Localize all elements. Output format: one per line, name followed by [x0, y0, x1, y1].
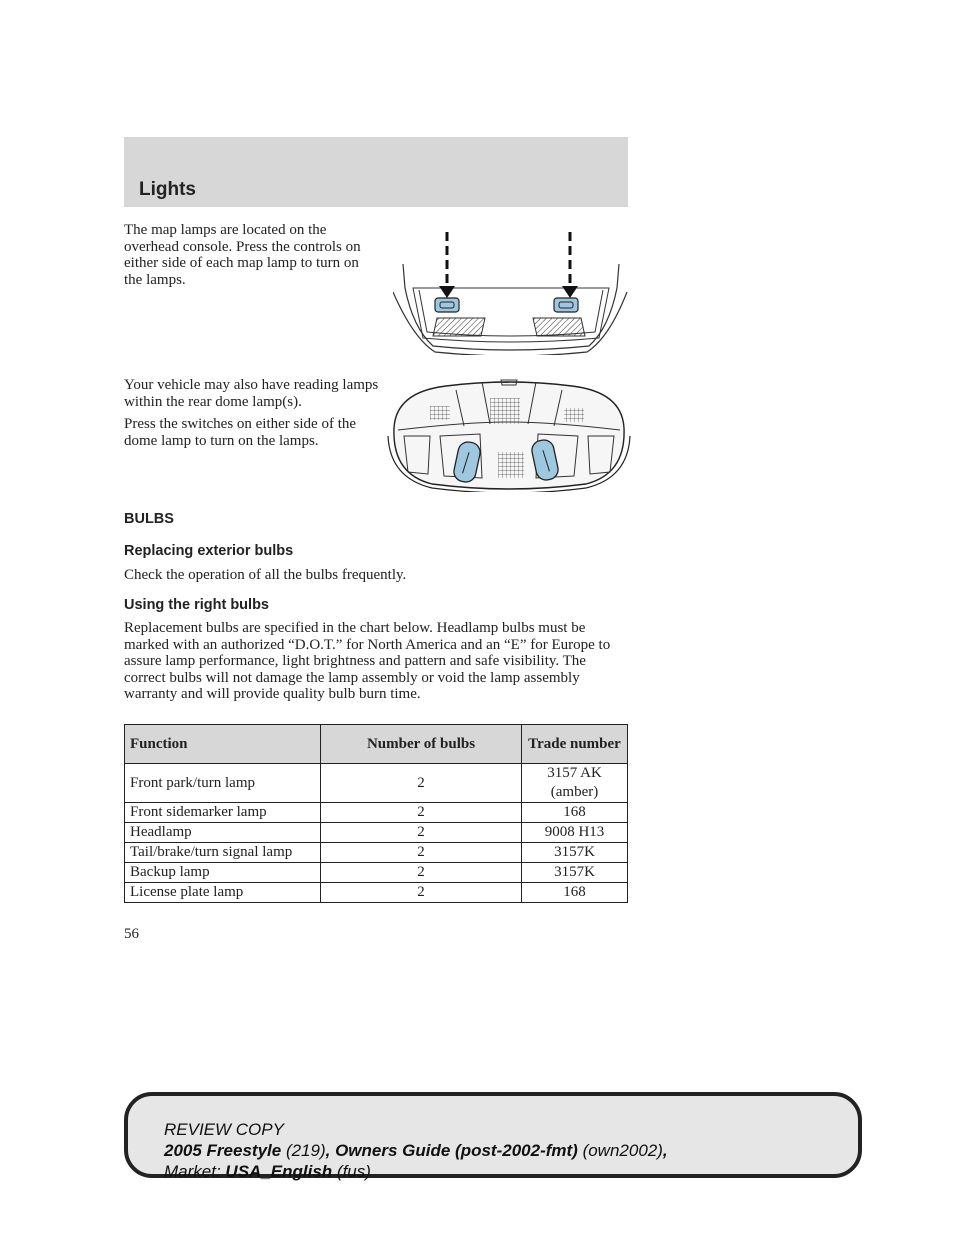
table-row [125, 863, 628, 883]
review-copy-label: REVIEW COPY [164, 1120, 284, 1139]
cell-function: Tail/brake/turn signal lamp [125, 843, 321, 863]
map-lamps-text: The map lamps are located on the overhead console. Press the controls on either side of each map lamp to turn on the lamps. [124, 222, 361, 288]
check-bulbs-text: Check the operation of all the bulbs frequently. [124, 567, 407, 583]
cell-number: 2 [321, 863, 522, 883]
cell-number: 2 [321, 823, 522, 843]
footer-comma: , [662, 1141, 668, 1160]
using-right-bulbs-heading: Using the right bulbs [124, 597, 269, 613]
overhead-console-illustration [393, 228, 628, 355]
footer-model-code: (219) [285, 1141, 326, 1160]
cell-trade: 3157K [522, 863, 628, 883]
review-copy-text [164, 1119, 668, 1182]
bulbs-heading: BULBS [124, 511, 174, 527]
footer-model: 2005 Freestyle [164, 1141, 282, 1160]
footer-market-code: (fus) [336, 1162, 371, 1181]
column-header-function: Function [125, 725, 321, 764]
reading-lamps-text-2: Press the switches on either side of the dome lamp to turn on the lamps. [124, 416, 357, 449]
table-header-row [125, 725, 628, 764]
footer-market-label: Market: [164, 1162, 221, 1181]
footer-guide-code: (own2002) [582, 1141, 663, 1160]
dome-lamp-illustration [386, 378, 632, 492]
cell-function: Headlamp [125, 823, 321, 843]
footer-guide: , Owners Guide (post-2002-fmt) [325, 1141, 578, 1160]
section-header [124, 137, 628, 207]
cell-trade: 9008 H13 [522, 823, 628, 843]
cell-trade: 168 [522, 883, 628, 903]
replacing-exterior-bulbs-heading: Replacing exterior bulbs [124, 543, 294, 559]
page-number: 56 [124, 926, 139, 942]
reading-lamps-text-1: Your vehicle may also have reading lamps within the rear dome lamp(s). [124, 377, 379, 410]
cell-trade: 168 [522, 803, 628, 823]
table-row [125, 883, 628, 903]
cell-number: 2 [321, 843, 522, 863]
cell-number: 2 [321, 883, 522, 903]
cell-number: 2 [321, 764, 522, 803]
table-row [125, 764, 628, 803]
bulb-chart [124, 724, 628, 903]
table-row [125, 823, 628, 843]
table-row [125, 843, 628, 863]
column-header-number-of-bulbs: Number of bulbs [321, 725, 522, 764]
footer-market: USA_English [225, 1162, 333, 1181]
cell-function: Front sidemarker lamp [125, 803, 321, 823]
replacement-bulbs-text: Replacement bulbs are specified in the chart below. Headlamp bulbs must be marked with an authorized “D.O.T.” for North America and an “E” for Europe to assure lamp performance, light brightness and pattern and safe visibility. The correct bulbs will not damage the lamp assembly or void the lamp assembly warranty and will provide quality bulb burn time. [124, 620, 611, 702]
cell-function: License plate lamp [125, 883, 321, 903]
cell-trade: 3157K [522, 843, 628, 863]
table-row [125, 803, 628, 823]
cell-function: Front park/turn lamp [125, 764, 321, 803]
cell-number: 2 [321, 803, 522, 823]
cell-trade: 3157 AK (amber) [522, 764, 628, 803]
section-title: Lights [139, 179, 196, 200]
review-copy-footer [124, 1092, 862, 1181]
column-header-trade-number: Trade number [522, 725, 628, 764]
cell-function: Backup lamp [125, 863, 321, 883]
